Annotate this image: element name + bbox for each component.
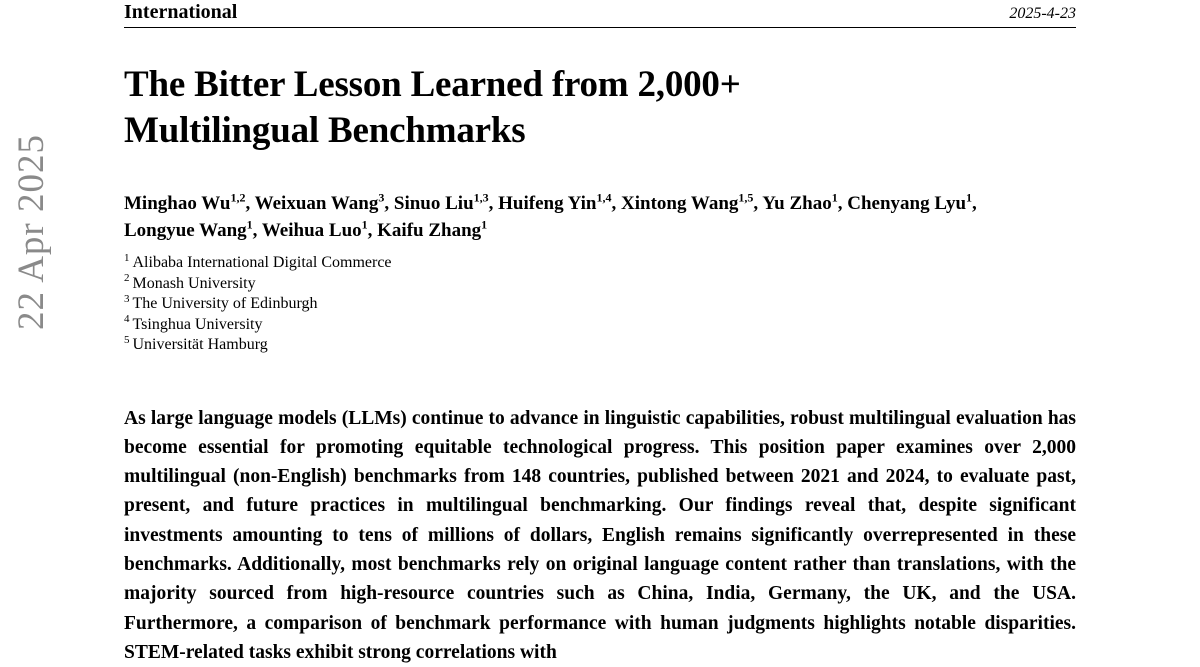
author-affiliation-marks: 1,5 [738,191,753,205]
affiliation-name: Alibaba International Digital Commerce [133,254,392,271]
author-affiliation-marks: 1 [966,191,972,205]
author-name: Weihua Luo [262,220,362,241]
page-title: The Bitter Lesson Learned from 2,000+ Multilingual Benchmarks [124,62,924,154]
author-affiliation-marks: 3 [378,191,384,205]
author-name: Kaifu Zhang [377,220,481,241]
affiliation-name: Universität Hamburg [133,336,268,353]
running-header-right: 2025-4-23 [1009,6,1076,22]
affiliation-item [124,274,1076,295]
affiliation-index: 2 [124,272,130,284]
author-affiliation-marks: 1,4 [597,191,612,205]
affiliation-item [124,315,1076,336]
affiliation-name: The University of Edinburgh [133,295,318,312]
author-name: Xintong Wang [621,193,738,214]
running-header-left: International [124,2,237,22]
affiliation-item [124,253,1076,274]
arxiv-date-stamp: 22 Apr 2025 [10,0,53,330]
author-name: Yu Zhao [762,193,832,214]
author-affiliation-marks: 1 [247,218,253,232]
author-name: Huifeng Yin [498,193,596,214]
running-header [124,0,1076,28]
affiliation-item [124,335,1076,356]
abstract-text: As large language models (LLMs) continue to advance in linguistic capabilities, robust multilingual evaluation has become essential for promoting equitable technological progress. This position paper examines over 2,000 multilingual (non-English) benchmarks from 148 countries, published between 2021 and 2024, to evaluate past, present, and future practices in multilingual benchmarking. Our findings reveal that, despite significant investments amounting to tens of millions of dollars, English remains significantly overrepresented in these benchmarks. Additionally, most benchmarks rely on original language content rather than translations, with the majority sourced from high-resource countries such as China, India, Germany, the UK, and the USA. Furthermore, a comparison of benchmark performance with human judgments highlights notable disparities. STEM-related tasks exhibit strong correlations with [124,404,1076,667]
affiliation-index: 3 [124,293,130,305]
paper-page [124,0,1076,667]
author-affiliation-marks: 1 [481,218,487,232]
affiliation-item [124,294,1076,315]
affiliation-index: 1 [124,252,130,264]
affiliation-index: 4 [124,313,130,325]
affiliation-index: 5 [124,334,130,346]
author-name: Chenyang Lyu [847,193,966,214]
author-list: Minghao Wu$^{1,2}$, Weixuan Wang$^3$, Sinuo Liu$^{1,3}$, Huifeng Yin$^{1,4}$, Xintong Wang$^{1,5}$, Yu Zhao$^1$, Chenyang Lyu$^1$, Longyue Wang$^1$, Weihua Luo$^1$, Kaifu Zhang$^1$ [124,190,1054,244]
author-name: Longyue Wang [124,220,247,241]
author-name: Weixuan Wang [255,193,379,214]
author-affiliation-marks: 1 [362,218,368,232]
affiliation-list [124,253,1076,356]
affiliation-name: Monash University [133,275,256,292]
author-affiliation-marks: 1 [832,191,838,205]
author-affiliation-marks: 1,2 [230,191,245,205]
author-affiliation-marks: 1,3 [474,191,489,205]
author-name: Sinuo Liu [394,193,474,214]
author-name: Minghao Wu [124,193,230,214]
affiliation-name: Tsinghua University [133,316,263,333]
